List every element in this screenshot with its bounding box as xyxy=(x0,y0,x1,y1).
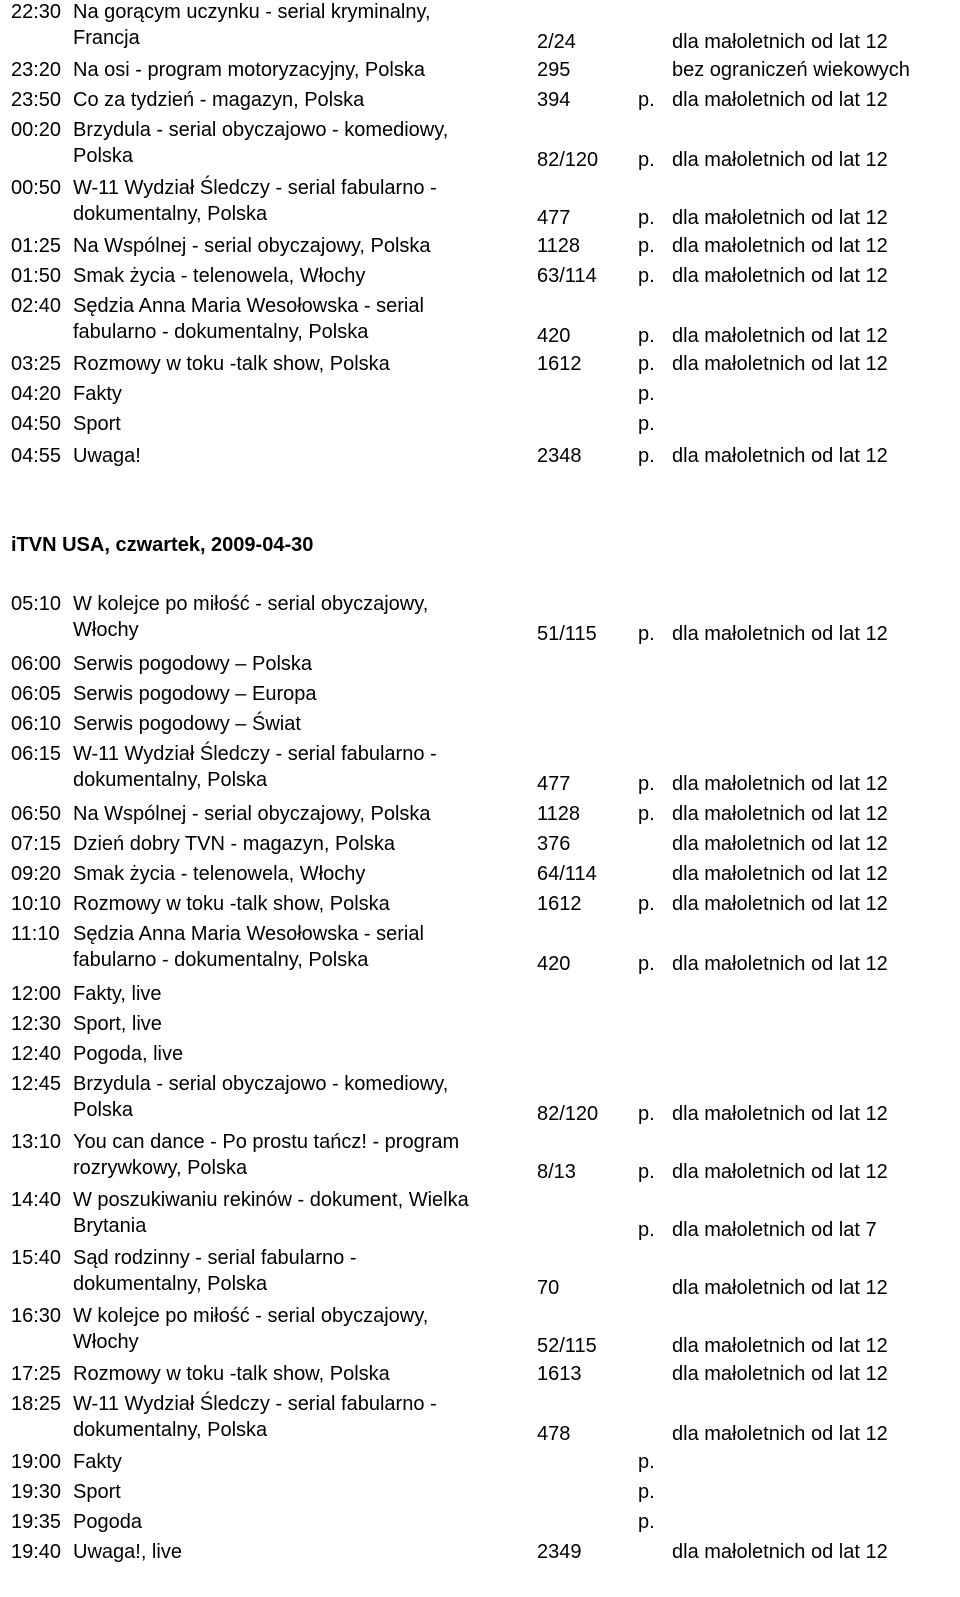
episode-number: 82/120 xyxy=(537,1103,599,1125)
age-rating: dla małoletnich od lat 12 xyxy=(672,265,888,287)
program-title: Sędzia Anna Maria Wesołowska - serial xyxy=(73,295,424,317)
program-time: 12:00 xyxy=(11,983,62,1005)
program-title: You can dance - Po prostu tańcz! - program xyxy=(73,1131,460,1153)
premiere-marker: p. xyxy=(638,445,655,467)
premiere-marker: p. xyxy=(638,89,655,111)
premiere-marker: p. xyxy=(638,1161,655,1183)
program-title: Rozmowy w toku -talk show, Polska xyxy=(73,353,390,375)
program-time: 19:35 xyxy=(11,1511,62,1533)
episode-number: 63/114 xyxy=(537,265,597,287)
episode-number: 477 xyxy=(537,773,571,795)
episode-number: 70 xyxy=(537,1277,560,1299)
premiere-marker: p. xyxy=(638,1103,655,1125)
program-time: 06:10 xyxy=(11,713,62,735)
program-title: Na gorącym uczynku - serial kryminalny, xyxy=(73,1,431,23)
program-time: 00:50 xyxy=(11,177,62,199)
premiere-marker: p. xyxy=(638,773,655,795)
program-time: 04:50 xyxy=(11,413,62,435)
age-rating: dla małoletnich od lat 12 xyxy=(672,445,888,467)
premiere-marker: p. xyxy=(638,1219,655,1241)
program-time: 06:15 xyxy=(11,743,62,765)
program-title: dokumentalny, Polska xyxy=(73,1273,268,1295)
age-rating: dla małoletnich od lat 12 xyxy=(672,863,888,885)
program-time: 17:25 xyxy=(11,1363,62,1385)
episode-number: 64/114 xyxy=(537,863,597,885)
age-rating: dla małoletnich od lat 12 xyxy=(672,353,888,375)
program-time: 05:10 xyxy=(11,593,62,615)
program-title: Smak życia - telenowela, Włochy xyxy=(73,863,366,885)
age-rating: dla małoletnich od lat 12 xyxy=(672,89,888,111)
premiere-marker: p. xyxy=(638,413,655,435)
age-rating: dla małoletnich od lat 12 xyxy=(672,207,888,229)
program-title: Brzydula - serial obyczajowo - komediowy, xyxy=(73,119,449,141)
program-time: 11:10 xyxy=(11,923,60,945)
premiere-marker: p. xyxy=(638,1481,655,1503)
program-title: Francja xyxy=(73,27,140,49)
premiere-marker: p. xyxy=(638,149,655,171)
program-title: W kolejce po miłość - serial obyczajowy, xyxy=(73,593,429,615)
program-title: dokumentalny, Polska xyxy=(73,1419,268,1441)
premiere-marker: p. xyxy=(638,235,655,257)
premiere-marker: p. xyxy=(638,953,655,975)
episode-number: 376 xyxy=(537,833,571,855)
program-title: Rozmowy w toku -talk show, Polska xyxy=(73,1363,390,1385)
episode-number: 52/115 xyxy=(537,1335,597,1357)
age-rating: dla małoletnich od lat 12 xyxy=(672,1541,888,1563)
program-title: Fakty xyxy=(73,383,122,405)
channel-day-heading: iTVN USA, czwartek, 2009-04-30 xyxy=(11,534,314,556)
episode-number: 295 xyxy=(537,59,571,81)
premiere-marker: p. xyxy=(638,207,655,229)
episode-number: 2348 xyxy=(537,445,582,467)
program-time: 23:50 xyxy=(11,89,62,111)
age-rating: dla małoletnich od lat 12 xyxy=(672,833,888,855)
program-time: 12:40 xyxy=(11,1043,62,1065)
program-title: Sport xyxy=(73,1481,121,1503)
premiere-marker: p. xyxy=(638,265,655,287)
age-rating: dla małoletnich od lat 12 xyxy=(672,893,888,915)
program-title: Sport, live xyxy=(73,1013,162,1035)
age-rating: dla małoletnich od lat 12 xyxy=(672,1161,888,1183)
episode-number: 478 xyxy=(537,1423,571,1445)
age-rating: bez ograniczeń wiekowych xyxy=(672,59,910,81)
age-rating: dla małoletnich od lat 12 xyxy=(672,1103,888,1125)
program-title: Włochy xyxy=(73,1331,139,1353)
age-rating: dla małoletnich od lat 12 xyxy=(672,623,888,645)
program-time: 12:30 xyxy=(11,1013,62,1035)
program-title: Uwaga! xyxy=(73,445,141,467)
program-time: 01:25 xyxy=(11,235,62,257)
program-title: Rozmowy w toku -talk show, Polska xyxy=(73,893,390,915)
episode-number: 420 xyxy=(537,325,571,347)
program-time: 16:30 xyxy=(11,1305,62,1327)
program-time: 02:40 xyxy=(11,295,62,317)
program-title: fabularno - dokumentalny, Polska xyxy=(73,949,369,971)
program-title: Na osi - program motoryzacyjny, Polska xyxy=(73,59,425,81)
program-time: 18:25 xyxy=(11,1393,62,1415)
episode-number: 1612 xyxy=(537,893,582,915)
program-title: Polska xyxy=(73,145,134,167)
age-rating: dla małoletnich od lat 7 xyxy=(672,1219,877,1241)
program-time: 06:50 xyxy=(11,803,62,825)
program-time: 10:10 xyxy=(11,893,62,915)
program-time: 19:40 xyxy=(11,1541,62,1563)
program-title: Serwis pogodowy – Europa xyxy=(73,683,317,705)
premiere-marker: p. xyxy=(638,1511,655,1533)
program-time: 03:25 xyxy=(11,353,62,375)
program-title: Smak życia - telenowela, Włochy xyxy=(73,265,366,287)
age-rating: dla małoletnich od lat 12 xyxy=(672,773,888,795)
program-title: rozrywkowy, Polska xyxy=(73,1157,248,1179)
age-rating: dla małoletnich od lat 12 xyxy=(672,31,888,53)
program-time: 19:30 xyxy=(11,1481,62,1503)
episode-number: 82/120 xyxy=(537,149,599,171)
premiere-marker: p. xyxy=(638,353,655,375)
age-rating: dla małoletnich od lat 12 xyxy=(672,1363,888,1385)
program-title: W-11 Wydział Śledczy - serial fabularno - xyxy=(73,743,437,765)
program-title: fabularno - dokumentalny, Polska xyxy=(73,321,369,343)
program-time: 04:20 xyxy=(11,383,62,405)
age-rating: dla małoletnich od lat 12 xyxy=(672,1335,888,1357)
program-time: 19:00 xyxy=(11,1451,62,1473)
premiere-marker: p. xyxy=(638,623,655,645)
program-title: Fakty, live xyxy=(73,983,162,1005)
program-time: 06:00 xyxy=(11,653,62,675)
premiere-marker: p. xyxy=(638,383,655,405)
age-rating: dla małoletnich od lat 12 xyxy=(672,149,888,171)
program-title: dokumentalny, Polska xyxy=(73,769,268,791)
program-title: Brytania xyxy=(73,1215,147,1237)
program-time: 14:40 xyxy=(11,1189,62,1211)
program-time: 12:45 xyxy=(11,1073,62,1095)
program-title: Uwaga!, live xyxy=(73,1541,182,1563)
premiere-marker: p. xyxy=(638,325,655,347)
program-title: Brzydula - serial obyczajowo - komediowy, xyxy=(73,1073,449,1095)
program-time: 06:05 xyxy=(11,683,62,705)
age-rating: dla małoletnich od lat 12 xyxy=(672,1277,888,1299)
episode-number: 420 xyxy=(537,953,571,975)
age-rating: dla małoletnich od lat 12 xyxy=(672,1423,888,1445)
program-title: Włochy xyxy=(73,619,139,641)
program-title: Serwis pogodowy – Świat xyxy=(73,713,301,735)
program-title: Sport xyxy=(73,413,121,435)
program-title: Polska xyxy=(73,1099,134,1121)
program-title: Pogoda xyxy=(73,1511,142,1533)
program-title: dokumentalny, Polska xyxy=(73,203,268,225)
age-rating: dla małoletnich od lat 12 xyxy=(672,235,888,257)
program-title: Sąd rodzinny - serial fabularno - xyxy=(73,1247,357,1269)
program-time: 13:10 xyxy=(11,1131,62,1153)
program-title: Dzień dobry TVN - magazyn, Polska xyxy=(73,833,395,855)
program-title: W poszukiwaniu rekinów - dokument, Wielka xyxy=(73,1189,469,1211)
premiere-marker: p. xyxy=(638,803,655,825)
episode-number: 8/13 xyxy=(537,1161,576,1183)
episode-number: 1128 xyxy=(537,803,581,825)
program-title: W-11 Wydział Śledczy - serial fabularno - xyxy=(73,1393,437,1415)
program-time: 07:15 xyxy=(11,833,62,855)
program-time: 23:20 xyxy=(11,59,62,81)
program-title: Co za tydzień - magazyn, Polska xyxy=(73,89,365,111)
program-title: Sędzia Anna Maria Wesołowska - serial xyxy=(73,923,424,945)
age-rating: dla małoletnich od lat 12 xyxy=(672,803,888,825)
program-title: Pogoda, live xyxy=(73,1043,184,1065)
program-title: Serwis pogodowy – Polska xyxy=(73,653,313,675)
premiere-marker: p. xyxy=(638,893,655,915)
program-title: Na Wspólnej - serial obyczajowy, Polska xyxy=(73,235,431,257)
program-title: Fakty xyxy=(73,1451,122,1473)
program-title: W-11 Wydział Śledczy - serial fabularno - xyxy=(73,177,437,199)
program-title: W kolejce po miłość - serial obyczajowy, xyxy=(73,1305,429,1327)
episode-number: 1613 xyxy=(537,1363,582,1385)
program-time: 04:55 xyxy=(11,445,62,467)
episode-number: 2/24 xyxy=(537,31,576,53)
program-time: 15:40 xyxy=(11,1247,62,1269)
episode-number: 2349 xyxy=(537,1541,582,1563)
episode-number: 1128 xyxy=(537,235,581,257)
program-title: Na Wspólnej - serial obyczajowy, Polska xyxy=(73,803,431,825)
episode-number: 51/115 xyxy=(537,623,597,645)
episode-number: 394 xyxy=(537,89,571,111)
program-time: 01:50 xyxy=(11,265,62,287)
program-time: 09:20 xyxy=(11,863,62,885)
episode-number: 1612 xyxy=(537,353,582,375)
age-rating: dla małoletnich od lat 12 xyxy=(672,953,888,975)
age-rating: dla małoletnich od lat 12 xyxy=(672,325,888,347)
episode-number: 477 xyxy=(537,207,571,229)
premiere-marker: p. xyxy=(638,1451,655,1473)
program-time: 22:30 xyxy=(11,1,62,23)
program-time: 00:20 xyxy=(11,119,62,141)
